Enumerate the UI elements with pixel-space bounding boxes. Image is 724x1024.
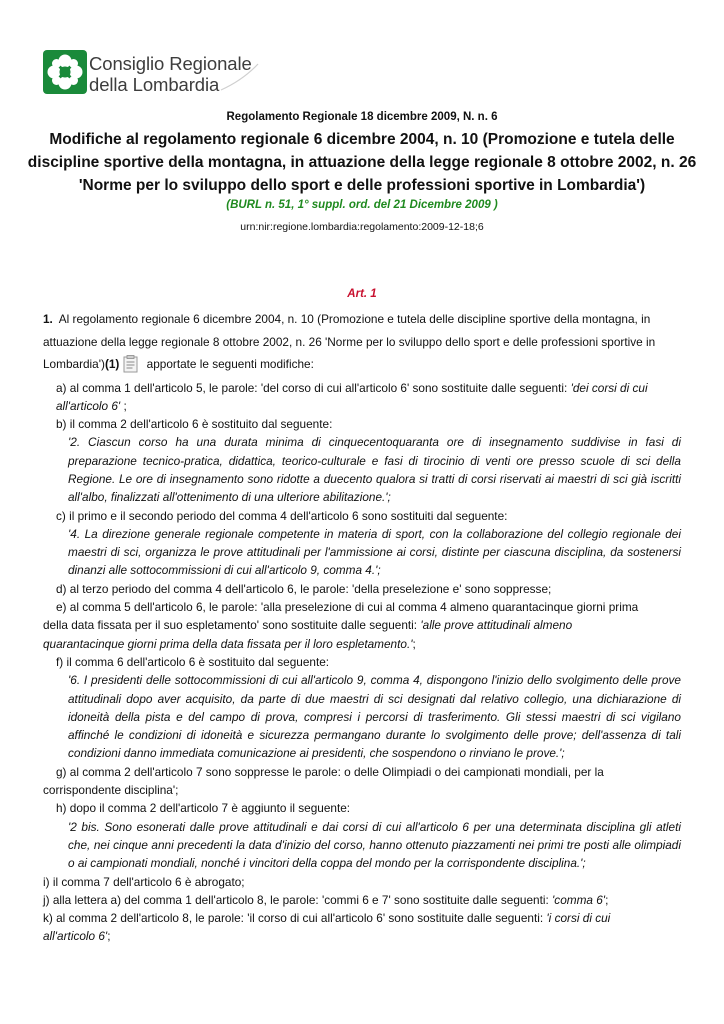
list-item-h: h) dopo il comma 2 dell'articolo 7 è aggiunto il seguente: bbox=[56, 801, 351, 816]
quote-f: '6. I presidenti delle sottocommissioni di cui all'articolo 9, comma 4, dispongono l'inizio dello svolgimento delle prove attitudinali dopo aver acquisito, da parte di due maestri di sci designati dal relativo collegio, una dichiarazione di idoneità della pista e del campo di prova, compresi i percorsi di trasferimento. Gli stessi maestri di sci vigilano affinché le condizioni di idoneità e sicurezza permangano durante lo svolgimento delle prove; dell'assenza di tali condizioni danno immediata comunicazione ai presidenti, che sospendono o rinviano le prove.'; bbox=[68, 673, 681, 761]
regulation-subtitle: Regolamento Regionale 18 dicembre 2009, N. n. 6 bbox=[226, 111, 498, 123]
list-item-a: a) al comma 1 dell'articolo 5, le parole: 'del corso di cui all'articolo 6' sono sostituite dalle seguenti: 'dei corsi di cui bbox=[56, 380, 648, 395]
note-reference-link[interactable]: (1) bbox=[104, 357, 120, 371]
list-item-k: k) al comma 2 dell'articolo 8, le parole: 'il corso di cui all'articolo 6' sono sostituite dalle seguenti: 'i corsi di cui bbox=[43, 911, 611, 926]
article-heading: Art. 1 bbox=[347, 288, 377, 300]
list-item-c: c) il primo e il secondo periodo del comma 4 dell'articolo 6 sono sostituiti dal seguente: bbox=[56, 508, 508, 523]
list-item-f: f) il comma 6 dell'articolo 6 è sostituito dal seguente: bbox=[56, 654, 330, 669]
amendment-list bbox=[43, 379, 681, 946]
list-item-d: d) al terzo periodo del comma 4 dell'articolo 6, le parole: 'della preselezione e' sono soppresse; bbox=[56, 581, 552, 596]
urn-identifier: urn:nir:regione.lombardia:regolamento:2009-12-18;6 bbox=[240, 221, 484, 233]
paragraph-tail: apportate le seguenti modifiche: bbox=[146, 357, 314, 371]
list-item-g: g) al comma 2 dell'articolo 7 sono soppresse le parole: o delle Olimpiadi o dei campionati mondiali, per la bbox=[56, 764, 604, 779]
list-item-i: i) il comma 7 dell'articolo 6 è abrogato; bbox=[43, 874, 245, 889]
burl-reference: (BURL n. 51, 1° suppl. ord. del 21 Dicembre 2009 ) bbox=[226, 199, 498, 211]
list-item-k-cont: all'articolo 6'; bbox=[43, 929, 111, 944]
logo-line-1: Consiglio Regionale bbox=[89, 53, 252, 74]
list-item-j: j) alla lettera a) del comma 1 dell'articolo 8, le parole: 'commi 6 e 7' sono sostituite dalle seguenti: 'comma 6'; bbox=[43, 892, 609, 907]
list-item-e-cont-2: quarantacinque giorni prima della data fissata per il loro espletamento.'; bbox=[43, 636, 416, 651]
regulation-title bbox=[0, 128, 724, 197]
article-paragraph-1 bbox=[43, 308, 681, 376]
title-line: discipline sportive della montagna, in attuazione della legge regionale 8 ottobre 2002, n. 26 bbox=[27, 154, 697, 171]
title-line: 'Norme per lo sviluppo dello sport e delle professioni sportive in Lombardia') bbox=[78, 177, 646, 194]
list-item-a-cont: all'articolo 6' ; bbox=[56, 398, 127, 413]
paragraph-text: Al regolamento regionale 6 dicembre 2004, n. 10 (Promozione e tutela delle discipline sportive della montagna, in attuazione della legge regionale 8 ottobre 2002, n. 26 'Norme per lo sviluppo dello sport e delle professioni sportive in Lombardia') bbox=[43, 312, 656, 371]
list-item-b: b) il comma 2 dell'articolo 6 è sostituito dal seguente: bbox=[56, 417, 333, 432]
quote-b: '2. Ciascun corso ha una durata minima di cinquecentoquaranta ore di insegnamento suddivise in fasi di preparazione tecnico-pratica, didattica, teorico-culturale e fasi di tirocinio di venti ore presso scuole di sci della Regione. Le ore di insegnamento sono ridotte a duecento qualora si tratti di corsi riservati ai maestri di sci già iscritti all'albo, finalizzati all'ottenimento di una ulteriore abilitazione.'; bbox=[68, 435, 681, 505]
list-item-e-cont: della data fissata per il suo espletamento' sono sostituite dalle seguenti: 'alle prove attitudinali almeno bbox=[43, 618, 573, 633]
list-item-g-cont: corrispondente disciplina'; bbox=[43, 783, 179, 798]
clover-logo-icon bbox=[43, 50, 87, 94]
logo-line-2: della Lombardia bbox=[89, 74, 220, 95]
quote-c: '4. La direzione generale regionale competente in materia di sport, con la collaborazione del collegio regionale dei maestri di sci, organizza le prove attitudinali per l'ammissione ai corsi, distinte per ciascuna disciplina, da sostenersi dinanzi alle sottocommissioni di cui all'articolo 9, comma 4.'; bbox=[68, 526, 681, 578]
paragraph-number: 1. bbox=[43, 312, 53, 326]
note-document-icon[interactable] bbox=[122, 355, 140, 373]
council-logo bbox=[43, 50, 273, 100]
quote-h: '2 bis. Sono esonerati dalle prove attitudinali e dai corsi di cui all'articolo 6 per una determinata disciplina gli atleti che, nei cinque anni precedenti la data d'inizio del corso, hanno ottenuto piazzamenti nei primi tre posti alle olimpiadi o ai campionati mondiali, nonché i vincitori della coppa del mondo per la corrispondente disciplina.'; bbox=[68, 819, 681, 871]
title-line: Modifiche al regolamento regionale 6 dicembre 2004, n. 10 (Promozione e tutela delle bbox=[49, 131, 675, 148]
list-item-e: e) al comma 5 dell'articolo 6, le parole: 'alla preselezione di cui al comma 4 almeno quarantacinque giorni prima bbox=[56, 600, 639, 615]
article-body bbox=[43, 308, 681, 946]
